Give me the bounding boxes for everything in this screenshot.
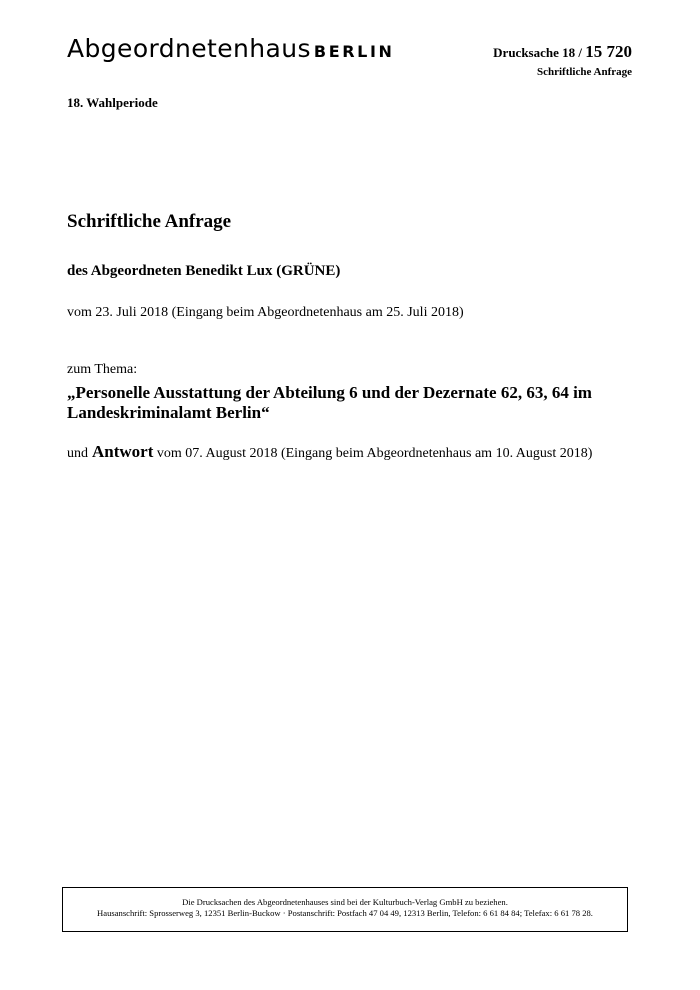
document-type: Schriftliche Anfrage [536,66,632,78]
legislative-period: 18. Wahlperiode [67,95,158,110]
answer-line [67,443,592,461]
answer-word: Antwort [92,442,154,461]
parliament-logo [67,36,395,61]
author-line: des Abgeordneten Benedikt Lux (GRÜNE) [67,263,341,279]
answer-prefix: und [67,446,88,461]
inquiry-dates: vom 23. Juli 2018 (Eingang beim Abgeordnetenhaus am 25. Juli 2018) [67,305,464,320]
page-title: Schriftliche Anfrage [67,211,232,232]
document-number [493,43,632,60]
logo-name: Abgeordnetenhaus [67,34,311,63]
document-number-value: 15 720 [585,42,632,61]
topic-heading: „Personelle Ausstattung der Abteilung 6 und der Dezernate 62, 63, 64 im Landeskriminalamt Berlin“ [67,383,592,422]
answer-dates: vom 07. August 2018 (Eingang beim Abgeordnetenhaus am 10. August 2018) [153,446,593,461]
topic-label: zum Thema: [67,362,138,377]
footer-line-address: Hausanschrift: Sprosserweg 3, 12351 Berlin-Buckow · Postanschrift: Postfach 47 04 49, 12313 Berlin, Telefon: 6 61 84 84; Telefax: 6 61 78 28. [97,908,593,918]
logo-city: BERLIN [313,42,395,61]
document-number-label: Drucksache 18 / [493,45,586,60]
footer-line-publisher: Die Drucksachen des Abgeordnetenhauses sind bei der Kulturbuch-Verlag GmbH zu beziehen. [182,897,508,907]
publisher-footer [62,887,628,932]
